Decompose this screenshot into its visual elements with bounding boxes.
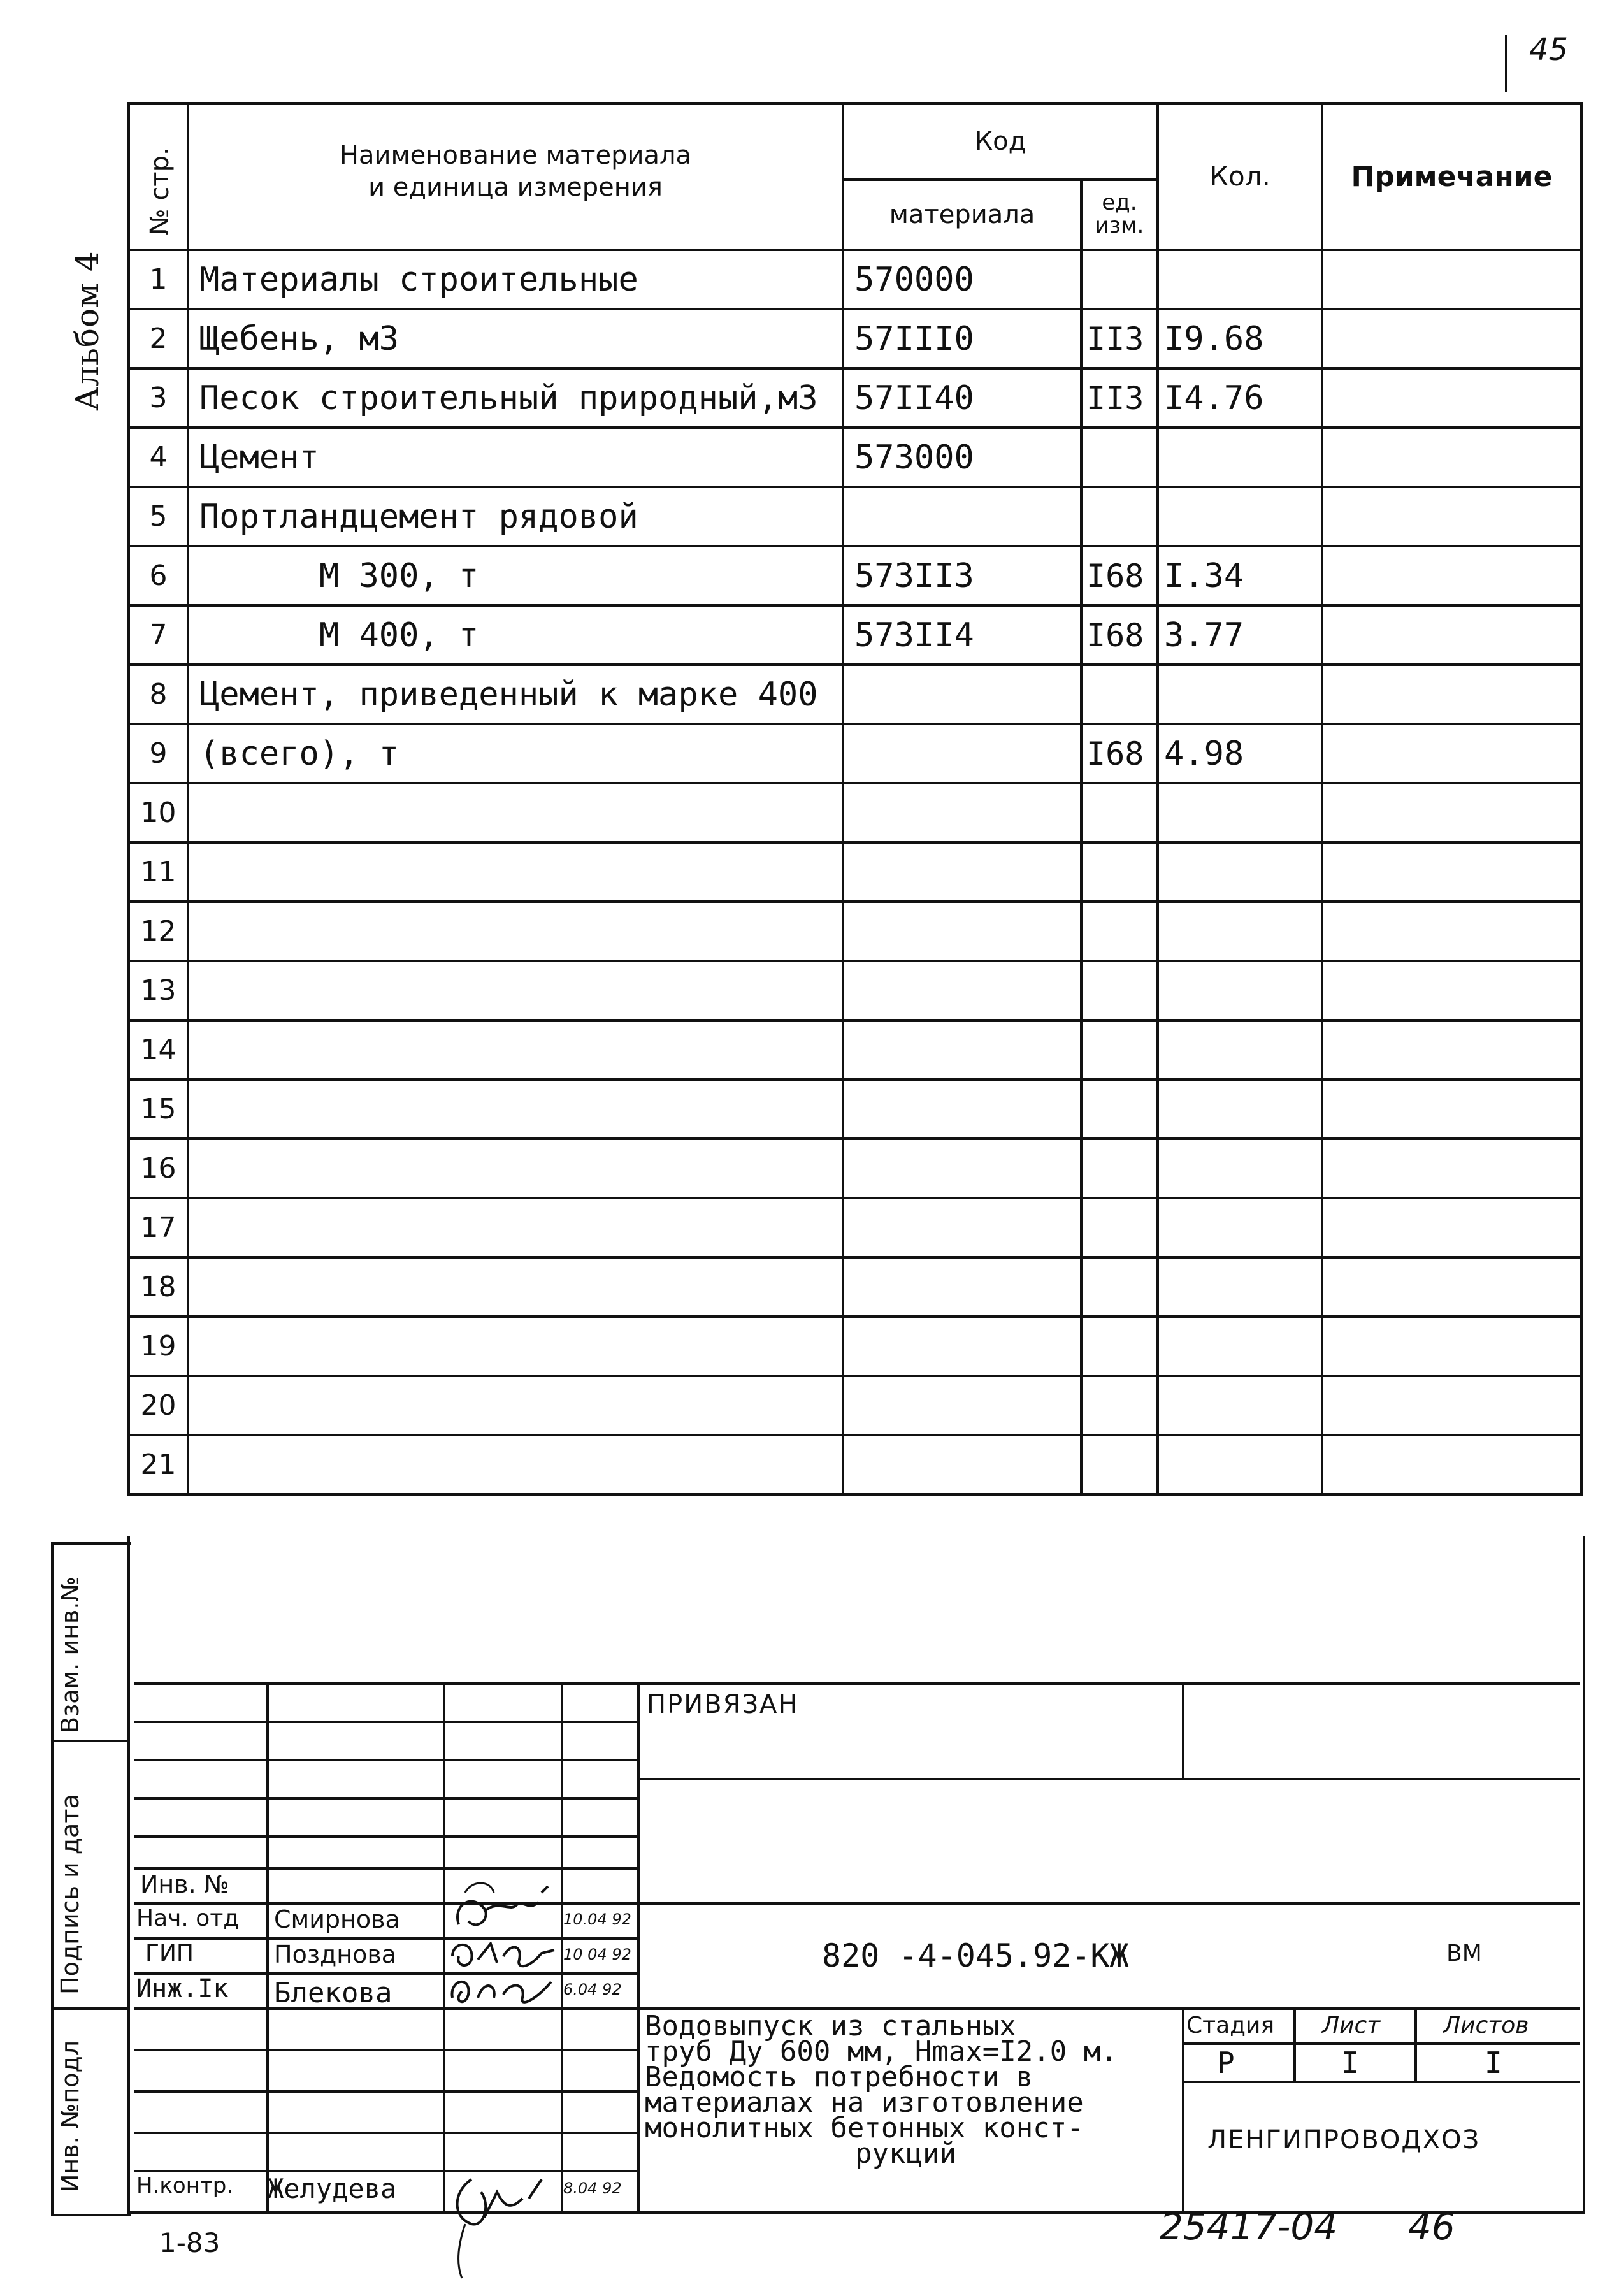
stamp-sheets-label: Листов xyxy=(1443,2012,1529,2039)
stamp-right-hline-2 xyxy=(637,1902,1580,1905)
row-material-name xyxy=(188,1020,843,1079)
table-row xyxy=(129,487,1581,546)
table-row xyxy=(129,309,1581,368)
row-unit-code xyxy=(1081,783,1158,842)
row-material-name: Цемент, приведенный к марке 400 xyxy=(188,665,843,724)
signature-blekova-icon xyxy=(446,1966,561,2011)
page-number: 45 xyxy=(1529,32,1569,68)
row-material-name xyxy=(188,1257,843,1317)
row-material-name: Песок строительный природный,м3 xyxy=(188,368,843,428)
side-label-inv: Инв. №подл xyxy=(56,2040,84,2192)
row-unit-code xyxy=(1081,1079,1158,1139)
row-unit-code xyxy=(1081,961,1158,1020)
row-material-name xyxy=(188,1435,843,1494)
row-number: 14 xyxy=(129,1020,188,1079)
table-row xyxy=(129,605,1581,665)
stamp-hline-11 xyxy=(134,2090,637,2093)
stamp-name-1: Смирнова xyxy=(274,1905,400,1933)
table-row xyxy=(129,1198,1581,1257)
header-code: Код xyxy=(843,103,1158,180)
row-unit-code: II3 xyxy=(1081,368,1158,428)
stamp-name-3: Блекова xyxy=(274,1977,392,2009)
row-note xyxy=(1322,428,1581,487)
stamp-role-1: Нач. отд xyxy=(136,1905,240,1931)
row-quantity xyxy=(1158,783,1322,842)
row-number: 3 xyxy=(129,368,188,428)
table-row xyxy=(129,1079,1581,1139)
stamp-stage-value: Р xyxy=(1217,2046,1235,2080)
table-row xyxy=(129,961,1581,1020)
side-label-signature: Подпись и дата xyxy=(56,1794,84,1995)
stamp-date-1: 10.04 92 xyxy=(563,1910,631,1928)
row-material-code xyxy=(843,665,1081,724)
row-unit-code xyxy=(1081,1317,1158,1376)
row-unit-code xyxy=(1081,1139,1158,1198)
row-note xyxy=(1322,1317,1581,1376)
table-row xyxy=(129,1020,1581,1079)
side-divider-1 xyxy=(51,1740,129,1742)
row-number: 18 xyxy=(129,1257,188,1317)
row-number: 2 xyxy=(129,309,188,368)
header-name: Наименование материала и единица измерения xyxy=(188,103,843,250)
row-material-name xyxy=(188,842,843,902)
row-number: 16 xyxy=(129,1139,188,1198)
row-note xyxy=(1322,665,1581,724)
row-material-code xyxy=(843,1376,1081,1435)
stamp-hline-10 xyxy=(134,2049,637,2051)
row-material-code xyxy=(843,1317,1081,1376)
row-material-name: Цемент xyxy=(188,428,843,487)
row-unit-code xyxy=(1081,1257,1158,1317)
stamp-stage-vline-1 xyxy=(1293,2007,1296,2081)
row-unit-code: I68 xyxy=(1081,605,1158,665)
stamp-stage-label: Стадия xyxy=(1186,2012,1275,2039)
table-row xyxy=(129,665,1581,724)
row-material-name: (всего), т xyxy=(188,724,843,783)
row-material-name xyxy=(188,1317,843,1376)
row-material-code: 57II40 xyxy=(843,368,1081,428)
table-row xyxy=(129,1317,1581,1376)
row-material-code xyxy=(843,724,1081,783)
row-unit-code xyxy=(1081,250,1158,309)
row-quantity xyxy=(1158,1317,1322,1376)
table-row xyxy=(129,1139,1581,1198)
row-unit-code xyxy=(1081,902,1158,961)
row-quantity xyxy=(1158,961,1322,1020)
stamp-sheets-value: I xyxy=(1485,2046,1502,2080)
row-quantity xyxy=(1158,1257,1322,1317)
row-material-name xyxy=(188,1139,843,1198)
row-note xyxy=(1322,1139,1581,1198)
row-material-name xyxy=(188,1079,843,1139)
stamp-date-3: 6.04 92 xyxy=(563,1981,622,1998)
row-quantity xyxy=(1158,1079,1322,1139)
stamp-stage-vline-2 xyxy=(1414,2007,1417,2081)
row-note xyxy=(1322,961,1581,1020)
stamp-hline-2 xyxy=(134,1759,637,1761)
row-material-code xyxy=(843,487,1081,546)
row-note xyxy=(1322,1198,1581,1257)
row-unit-code xyxy=(1081,842,1158,902)
row-quantity xyxy=(1158,842,1322,902)
row-number: 13 xyxy=(129,961,188,1020)
row-quantity xyxy=(1158,487,1322,546)
stamp-vline-4 xyxy=(637,1682,640,2211)
materials-table xyxy=(127,102,1583,1496)
row-material-code xyxy=(843,1139,1081,1198)
stamp-right-vline-2 xyxy=(1182,2007,1184,2211)
row-quantity xyxy=(1158,1198,1322,1257)
row-note xyxy=(1322,1020,1581,1079)
row-number: 15 xyxy=(129,1079,188,1139)
row-unit-code xyxy=(1081,487,1158,546)
row-material-code xyxy=(843,1198,1081,1257)
stamp-sheet-code: ВМ xyxy=(1446,1940,1482,1967)
stamp-inv-no: Инв. № xyxy=(140,1870,229,1898)
stamp-norm-date: 8.04 92 xyxy=(563,2179,622,2197)
stamp-hline-4 xyxy=(134,1835,637,1838)
row-note xyxy=(1322,1079,1581,1139)
row-material-code xyxy=(843,902,1081,961)
stamp-stage-hline-1 xyxy=(1182,2042,1580,2045)
row-material-name: Материалы строительные xyxy=(188,250,843,309)
row-material-code xyxy=(843,1079,1081,1139)
table-row xyxy=(129,1257,1581,1317)
row-material-name xyxy=(188,1376,843,1435)
row-unit-code xyxy=(1081,1020,1158,1079)
stamp-hline-13 xyxy=(134,2170,637,2172)
header-note: Примечание xyxy=(1322,103,1581,250)
row-material-name: Щебень, м3 xyxy=(188,309,843,368)
row-material-code xyxy=(843,961,1081,1020)
row-quantity: I.34 xyxy=(1158,546,1322,605)
row-material-code xyxy=(843,1020,1081,1079)
stamp-title-line-3: Ведомость потребности в xyxy=(645,2061,1033,2093)
table-row xyxy=(129,1376,1581,1435)
table-row xyxy=(129,368,1581,428)
header-qty: Кол. xyxy=(1158,103,1322,250)
row-number: 21 xyxy=(129,1435,188,1494)
row-quantity xyxy=(1158,1376,1322,1435)
table-row xyxy=(129,783,1581,842)
stamp-hline-1 xyxy=(134,1721,637,1723)
row-quantity xyxy=(1158,1020,1322,1079)
row-note xyxy=(1322,1435,1581,1494)
row-number: 8 xyxy=(129,665,188,724)
row-number: 1 xyxy=(129,250,188,309)
stamp-sheet-value: I xyxy=(1341,2046,1359,2080)
row-number: 10 xyxy=(129,783,188,842)
row-note xyxy=(1322,605,1581,665)
row-quantity xyxy=(1158,428,1322,487)
stamp-name-2: Позднова xyxy=(274,1940,397,1968)
stamp-role-2: ГИП xyxy=(145,1940,194,1967)
footer-right-code: 25417-04 xyxy=(1160,2205,1338,2248)
stamp-hline-5 xyxy=(134,1867,637,1870)
row-note xyxy=(1322,1376,1581,1435)
row-number: 5 xyxy=(129,487,188,546)
row-number: 4 xyxy=(129,428,188,487)
header-num: № стр. xyxy=(129,103,188,250)
stamp-right-vline-1 xyxy=(1182,1682,1184,1778)
page-number-rule xyxy=(1505,35,1507,92)
stamp-role-3: Инж.Iк xyxy=(136,1974,229,2004)
stamp-privyazan: ПРИВЯЗАН xyxy=(647,1690,799,1719)
row-material-name: Портландцемент рядовой xyxy=(188,487,843,546)
row-note xyxy=(1322,487,1581,546)
row-material-code: 570000 xyxy=(843,250,1081,309)
stamp-title-line-6: рукций xyxy=(855,2137,956,2170)
row-unit-code: I68 xyxy=(1081,724,1158,783)
row-unit-code xyxy=(1081,1376,1158,1435)
row-quantity: 4.98 xyxy=(1158,724,1322,783)
table-row xyxy=(129,546,1581,605)
stamp-hline-12 xyxy=(134,2132,637,2134)
table-row xyxy=(129,250,1581,309)
row-quantity: I9.68 xyxy=(1158,309,1322,368)
row-unit-code xyxy=(1081,665,1158,724)
footer-left-code: 1-83 xyxy=(159,2227,220,2258)
row-material-name xyxy=(188,783,843,842)
table-row xyxy=(129,724,1581,783)
row-quantity xyxy=(1158,250,1322,309)
table-row xyxy=(129,902,1581,961)
row-material-code: 573II4 xyxy=(843,605,1081,665)
row-material-code xyxy=(843,842,1081,902)
row-material-name xyxy=(188,961,843,1020)
album-label: Альбом 4 xyxy=(69,250,106,411)
row-note xyxy=(1322,724,1581,783)
stamp-hline-7 xyxy=(134,1937,637,1940)
stamp-norm-role: Н.контр. xyxy=(136,2173,234,2199)
stamp-date-2: 10 04 92 xyxy=(563,1946,631,1963)
row-unit-code: II3 xyxy=(1081,309,1158,368)
table-row xyxy=(129,428,1581,487)
row-number: 20 xyxy=(129,1376,188,1435)
table-row xyxy=(129,842,1581,902)
row-note xyxy=(1322,546,1581,605)
stamp-designation: 820 -4-045.92-КЖ xyxy=(822,1937,1129,1974)
row-unit-code xyxy=(1081,1435,1158,1494)
row-number: 6 xyxy=(129,546,188,605)
header-material-code: материала xyxy=(843,180,1081,250)
stamp-title-line-5: монолитных бетонных конст- xyxy=(645,2112,1084,2144)
row-quantity xyxy=(1158,1139,1322,1198)
row-unit-code: I68 xyxy=(1081,546,1158,605)
row-note xyxy=(1322,368,1581,428)
stamp-title-block xyxy=(645,2010,1118,2170)
row-quantity: I4.76 xyxy=(1158,368,1322,428)
row-quantity xyxy=(1158,665,1322,724)
row-number: 7 xyxy=(129,605,188,665)
row-quantity: 3.77 xyxy=(1158,605,1322,665)
table-body xyxy=(129,250,1581,1494)
row-note xyxy=(1322,783,1581,842)
side-divider-2 xyxy=(51,2007,129,2010)
row-material-name: М 300, т xyxy=(188,546,843,605)
row-material-code xyxy=(843,1435,1081,1494)
stamp-norm-name: Желудева xyxy=(268,2173,397,2204)
row-number: 19 xyxy=(129,1317,188,1376)
row-number: 12 xyxy=(129,902,188,961)
row-note xyxy=(1322,250,1581,309)
footer-right-num: 46 xyxy=(1408,2205,1455,2248)
row-number: 9 xyxy=(129,724,188,783)
row-material-name xyxy=(188,1198,843,1257)
header-unit-code: ед. изм. xyxy=(1081,180,1158,250)
row-material-code xyxy=(843,1257,1081,1317)
stamp-right-hline-1 xyxy=(637,1778,1580,1780)
row-material-code: 573II3 xyxy=(843,546,1081,605)
row-unit-code xyxy=(1081,1198,1158,1257)
stamp-sheet-label: Лист xyxy=(1322,2012,1381,2039)
signature-zheludeva-icon xyxy=(446,2154,561,2281)
stamp-hline-3 xyxy=(134,1797,637,1800)
stamp-organization: ЛЕНГИПРОВОДХОЗ xyxy=(1207,2125,1481,2155)
row-material-code: 57III0 xyxy=(843,309,1081,368)
row-note xyxy=(1322,842,1581,902)
row-note xyxy=(1322,309,1581,368)
row-note xyxy=(1322,902,1581,961)
row-quantity xyxy=(1158,1435,1322,1494)
side-label-replace: Взам. инв.№ xyxy=(56,1577,84,1733)
row-material-name: М 400, т xyxy=(188,605,843,665)
stamp-title-line-1: Водовыпуск из стальных xyxy=(645,2010,1016,2042)
row-material-code: 573000 xyxy=(843,428,1081,487)
row-unit-code xyxy=(1081,428,1158,487)
stamp-hline-6 xyxy=(134,1902,637,1905)
row-note xyxy=(1322,1257,1581,1317)
stamp-title-line-2: труб Ду 600 мм, Hmax=I2.0 м. xyxy=(645,2035,1118,2068)
row-number: 17 xyxy=(129,1198,188,1257)
stamp-title-line-4: материалах на изготовление xyxy=(645,2086,1084,2119)
row-quantity xyxy=(1158,902,1322,961)
row-number: 11 xyxy=(129,842,188,902)
row-material-code xyxy=(843,783,1081,842)
stamp-stage-hline-2 xyxy=(1182,2081,1580,2083)
table-row xyxy=(129,1435,1581,1494)
row-material-name xyxy=(188,902,843,961)
